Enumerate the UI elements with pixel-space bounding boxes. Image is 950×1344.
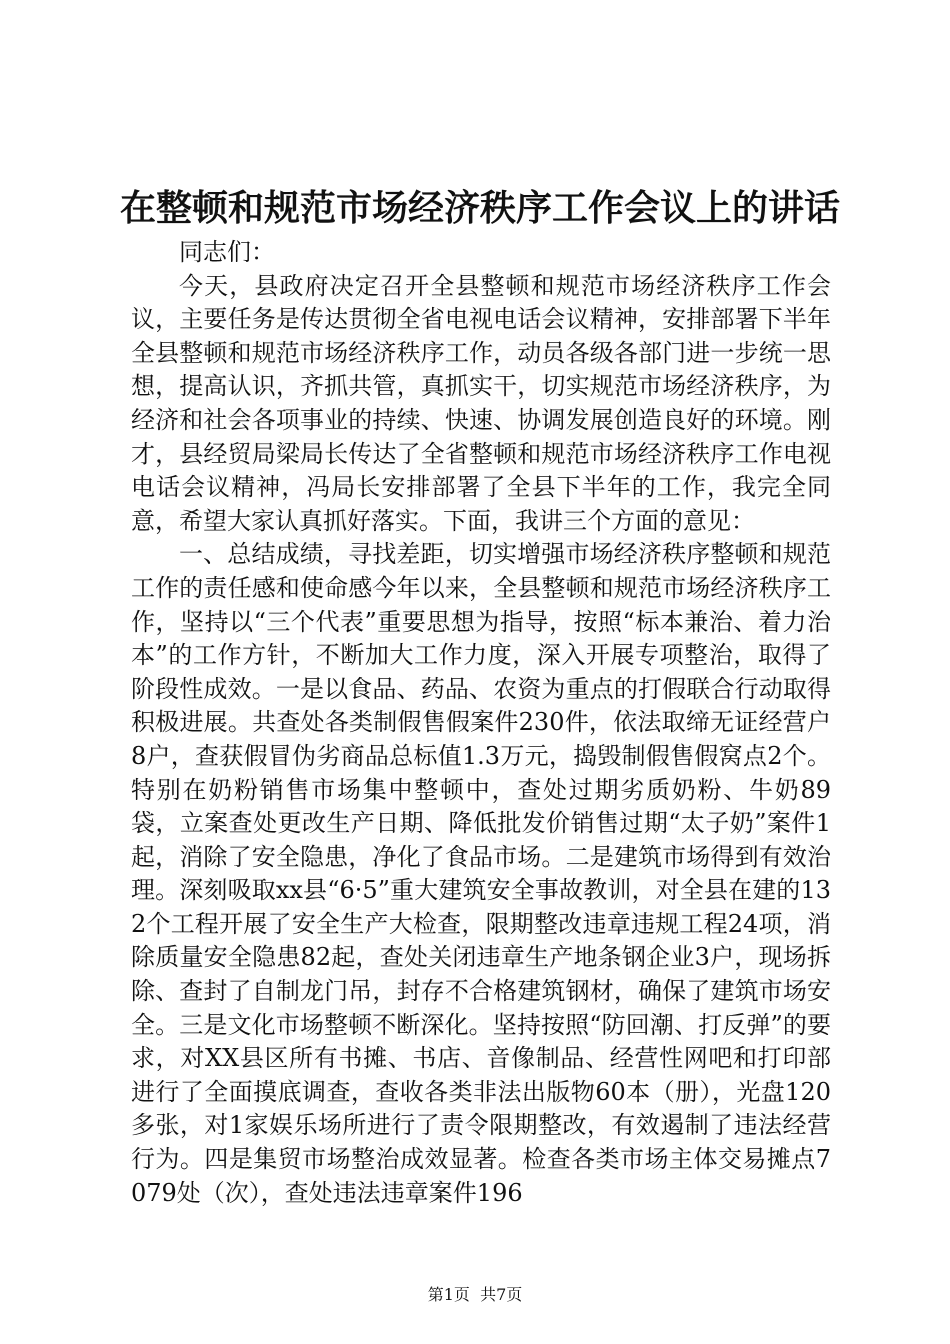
paragraph-intro: 今天，县政府决定召开全县整顿和规范市场经济秩序工作会议，主要任务是传达贯彻全省电视电话会议精神，安排部署下半年全县整顿和规范市场经济秩序工作，动员各级各部门进一步统一思想，提高认识，齐抓共管，真抓实干，切实规范市场经济秩序，为经济和社会各项事业的持续、快速、协调发展创造良好的环境。刚才，县经贸局梁局长传达了全省整顿和规范市场经济秩序工作电视电话会议精神，冯局长安排部署了全县下半年的工作，我完全同意，希望大家认真抓好落实。下面，我讲三个方面的意见： [131, 271, 831, 535]
document-title: 在整顿和规范市场经济秩序工作会议上的讲话 [120, 187, 841, 229]
page-footer [0, 1284, 950, 1306]
paragraph-section-one: 一、总结成绩，寻找差距，切实增强市场经济秩序整顿和规范工作的责任感和使命感今年以来，全县整顿和规范市场经济秩序工作，坚持以“三个代表”重要思想为指导，按照“标本兼治、着力治本”的工作方针，不断加大工作力度，深入开展专项整治，取得了阶段性成效。一是以食品、药品、农资为重点的打假联合行动取得积极进展。共查处各类制假售假案件230件，依法取缔无证经营户8户，查获假冒伪劣商品总标值1.3万元，捣毁制假售假窝点2个。特别在奶粉销售市场集中整顿中，查处过期劣质奶粉、牛奶89袋，立案查处更改生产日期、降低批发价销售过期“太子奶”案件1起，消除了安全隐患，净化了食品市场。二是建筑市场得到有效治理。深刻吸取xx县“6·5”重大建筑安全事故教训，对全县在建的132个工程开展了安全生产大检查，限期整改违章违规工程24项，消除质量安全隐患82起，查处关闭违章生产地条钢企业3户，现场拆除、查封了自制龙门吊，封存不合格建筑钢材，确保了建筑市场安全。三是文化市场整顿不断深化。坚持按照“防回潮、打反弹”的要求，对XX县区所有书摊、书店、音像制品、经营性网吧和打印部进行了全面摸底调查，查收各类非法出版物60本（册），光盘120多张，对1家娱乐场所进行了责令限期整改，有效遏制了违法经营行为。四是集贸市场整治成效显著。检查各类市场主体交易摊点7079处（次），查处违法违章案件196 [131, 540, 831, 1207]
document-body [131, 236, 831, 1210]
salutation: 同志们： [179, 238, 275, 266]
page-number: 第1页 共7页 [427, 1285, 523, 1304]
